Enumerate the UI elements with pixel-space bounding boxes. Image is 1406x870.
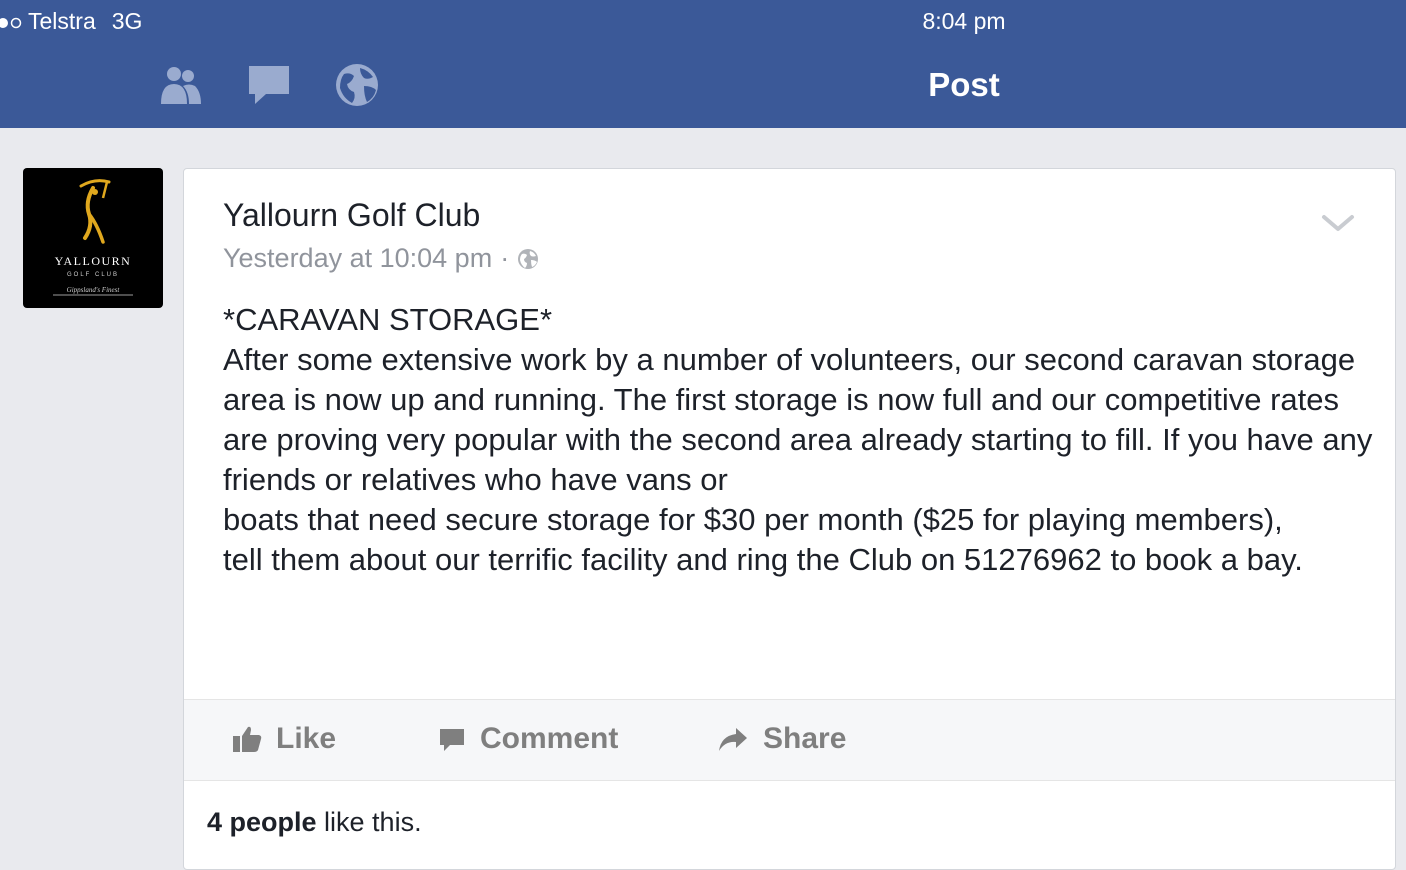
logo-sub: GOLF CLUB	[66, 272, 120, 278]
comment-icon	[438, 725, 466, 753]
logo-name: YALLOURN	[54, 254, 132, 268]
post-paragraph: tell them about our terrific facility and ring the Club on 51276962 to book a bay.	[223, 542, 1303, 577]
chevron-down-icon[interactable]	[1321, 209, 1355, 235]
globe-icon	[517, 248, 539, 270]
logo-tagline: Gippsland's Finest	[66, 286, 120, 294]
page-title: Post	[928, 66, 1000, 103]
post-heading: *CARAVAN STORAGE*	[223, 302, 553, 337]
likes-summary[interactable]	[207, 807, 422, 838]
like-label: Like	[276, 722, 337, 755]
network-type: 3G	[111, 8, 143, 34]
top-bar	[0, 0, 1406, 128]
like-button[interactable]	[232, 700, 336, 780]
status-time: 8:04 pm	[922, 8, 1006, 34]
share-button[interactable]	[717, 700, 846, 780]
post-meta	[223, 243, 539, 274]
share-label: Share	[763, 722, 847, 755]
likes-count[interactable]: 4 people	[207, 807, 317, 837]
comment-label: Comment	[480, 722, 619, 755]
thumbs-up-icon	[232, 725, 262, 753]
post-timestamp[interactable]: Yesterday at 10:04 pm	[223, 243, 493, 273]
action-bar	[184, 699, 1395, 781]
post-author[interactable]: Yallourn Golf Club	[223, 197, 481, 233]
carrier-name: Telstra	[28, 8, 96, 34]
share-arrow-icon	[717, 725, 749, 753]
avatar[interactable]	[23, 168, 163, 308]
post-body	[223, 300, 1373, 580]
post-paragraph: boats that need secure storage for $30 per month ($25 for playing members),	[223, 502, 1283, 537]
post-card	[183, 168, 1396, 870]
likes-suffix: like this.	[316, 807, 422, 837]
post-paragraph: After some extensive work by a number of volunteers, our second caravan storage area is now up and running. The first storage is now full and our competitive rates are proving very popular with the second area already starting to fill. If you have any friends or relatives who have vans or	[223, 342, 1373, 497]
comment-button[interactable]	[438, 700, 618, 780]
meta-separator: ·	[500, 243, 510, 273]
yallourn-logo	[23, 168, 163, 308]
